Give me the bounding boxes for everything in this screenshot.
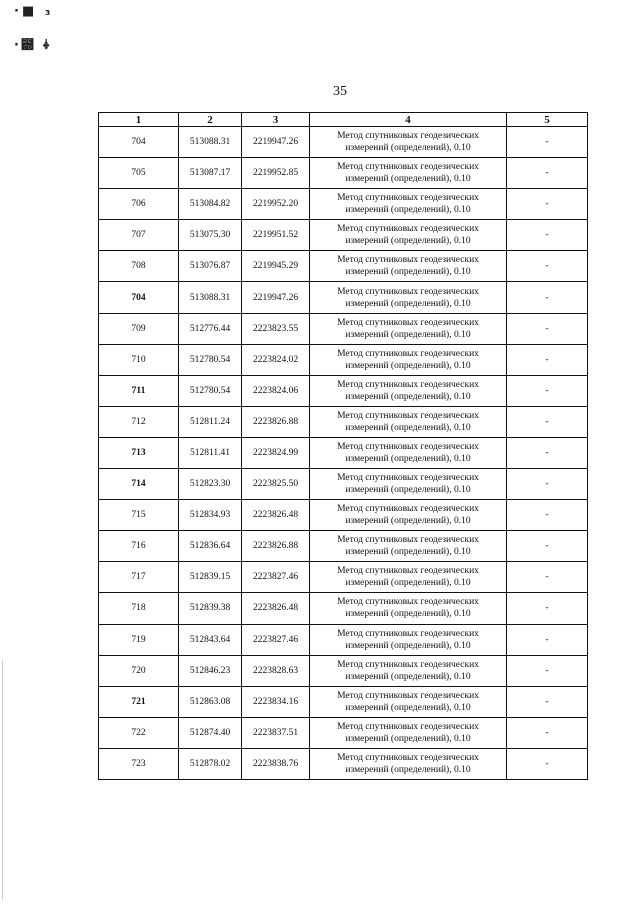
method-line-1: Метод спутниковых геодезических xyxy=(337,721,479,732)
method-line-2: измерений (определений), 0.10 xyxy=(345,671,471,682)
column-5-cell: - xyxy=(507,717,588,748)
table-row xyxy=(99,748,588,779)
x-coordinate-cell: 512874.40 xyxy=(179,717,242,748)
x-coordinate-cell: 512834.93 xyxy=(179,500,242,531)
column-header-3: 3 xyxy=(242,113,310,127)
scan-artifact-mark: ·■ ₃ xyxy=(14,4,54,19)
table-header-row xyxy=(99,113,588,127)
table-row xyxy=(99,375,588,406)
y-coordinate-cell: 2223828.63 xyxy=(242,655,310,686)
method-line-1: Метод спутниковых геодезических xyxy=(337,566,479,577)
method-line-2: измерений (определений), 0.10 xyxy=(345,329,471,340)
x-coordinate-cell: 513088.31 xyxy=(179,282,242,313)
method-line-2: измерений (определений), 0.10 xyxy=(345,236,471,247)
column-5-cell: - xyxy=(507,344,588,375)
column-5-cell: - xyxy=(507,375,588,406)
point-number-cell: 704 xyxy=(99,282,179,313)
method-line-2: измерений (определений), 0.10 xyxy=(345,174,471,185)
x-coordinate-cell: 512811.24 xyxy=(179,406,242,437)
point-number-cell: 707 xyxy=(99,220,179,251)
method-cell xyxy=(310,127,507,158)
method-line-2: измерений (определений), 0.10 xyxy=(345,298,471,309)
method-line-2: измерений (определений), 0.10 xyxy=(345,267,471,278)
method-line-1: Метод спутниковых геодезических xyxy=(337,410,479,421)
x-coordinate-cell: 513075.30 xyxy=(179,220,242,251)
method-line-1: Метод спутниковых геодезических xyxy=(337,348,479,359)
method-cell xyxy=(310,158,507,189)
y-coordinate-cell: 2219952.20 xyxy=(242,189,310,220)
method-line-2: измерений (определений), 0.10 xyxy=(345,516,471,527)
table-row xyxy=(99,655,588,686)
point-number-cell: 710 xyxy=(99,344,179,375)
column-5-cell: - xyxy=(507,593,588,624)
column-5-cell: - xyxy=(507,158,588,189)
column-5-cell: - xyxy=(507,686,588,717)
page-number: 35 xyxy=(333,84,347,99)
point-number-cell: 719 xyxy=(99,624,179,655)
method-line-1: Метод спутниковых геодезических xyxy=(337,752,479,763)
point-number-cell: 721 xyxy=(99,686,179,717)
table-body xyxy=(99,127,588,780)
point-number-cell: 709 xyxy=(99,313,179,344)
column-5-cell: - xyxy=(507,437,588,468)
table-row xyxy=(99,531,588,562)
method-cell xyxy=(310,189,507,220)
column-header-5: 5 xyxy=(507,113,588,127)
method-cell xyxy=(310,686,507,717)
column-5-cell: - xyxy=(507,127,588,158)
y-coordinate-cell: 2219945.29 xyxy=(242,251,310,282)
method-cell xyxy=(310,375,507,406)
method-line-2: измерений (определений), 0.10 xyxy=(345,485,471,496)
method-line-2: измерений (определений), 0.10 xyxy=(345,391,471,402)
point-number-cell: 704 xyxy=(99,127,179,158)
method-cell xyxy=(310,717,507,748)
x-coordinate-cell: 512811.41 xyxy=(179,437,242,468)
method-line-1: Метод спутниковых геодезических xyxy=(337,193,479,204)
column-5-cell: - xyxy=(507,500,588,531)
x-coordinate-cell: 512846.23 xyxy=(179,655,242,686)
table-row xyxy=(99,500,588,531)
table-row xyxy=(99,469,588,500)
method-line-1: Метод спутниковых геодезических xyxy=(337,162,479,173)
method-line-2: измерений (определений), 0.10 xyxy=(345,702,471,713)
point-number-cell: 720 xyxy=(99,655,179,686)
column-header-1: 1 xyxy=(99,113,179,127)
point-number-cell: 711 xyxy=(99,375,179,406)
y-coordinate-cell: 2223827.46 xyxy=(242,624,310,655)
point-number-cell: 722 xyxy=(99,717,179,748)
column-5-cell: - xyxy=(507,189,588,220)
table-row xyxy=(99,127,588,158)
column-5-cell: - xyxy=(507,531,588,562)
method-line-1: Метод спутниковых геодезических xyxy=(337,473,479,484)
y-coordinate-cell: 2219947.26 xyxy=(242,127,310,158)
method-cell xyxy=(310,220,507,251)
table-row xyxy=(99,344,588,375)
method-line-2: измерений (определений), 0.10 xyxy=(345,764,471,775)
column-header-2: 2 xyxy=(179,113,242,127)
column-5-cell: - xyxy=(507,748,588,779)
method-line-1: Метод спутниковых геодезических xyxy=(337,504,479,515)
method-cell xyxy=(310,282,507,313)
method-line-1: Метод спутниковых геодезических xyxy=(337,535,479,546)
y-coordinate-cell: 2223826.48 xyxy=(242,500,310,531)
table-row xyxy=(99,406,588,437)
method-cell xyxy=(310,313,507,344)
method-cell xyxy=(310,469,507,500)
method-line-2: измерений (определений), 0.10 xyxy=(345,453,471,464)
method-cell xyxy=(310,500,507,531)
y-coordinate-cell: 2219952.85 xyxy=(242,158,310,189)
method-line-1: Метод спутниковых геодезических xyxy=(337,628,479,639)
y-coordinate-cell: 2223834.16 xyxy=(242,686,310,717)
method-cell xyxy=(310,655,507,686)
x-coordinate-cell: 512839.15 xyxy=(179,562,242,593)
column-header-4: 4 xyxy=(310,113,507,127)
x-coordinate-cell: 512878.02 xyxy=(179,748,242,779)
method-line-2: измерений (определений), 0.10 xyxy=(345,609,471,620)
method-cell xyxy=(310,531,507,562)
point-number-cell: 717 xyxy=(99,562,179,593)
table-row xyxy=(99,158,588,189)
y-coordinate-cell: 2219951.52 xyxy=(242,220,310,251)
method-line-2: измерений (определений), 0.10 xyxy=(345,143,471,154)
method-line-2: измерений (определений), 0.10 xyxy=(345,422,471,433)
column-5-cell: - xyxy=(507,251,588,282)
x-coordinate-cell: 513084.82 xyxy=(179,189,242,220)
y-coordinate-cell: 2219947.26 xyxy=(242,282,310,313)
method-cell xyxy=(310,562,507,593)
method-line-2: измерений (определений), 0.10 xyxy=(345,578,471,589)
method-line-1: Метод спутниковых геодезических xyxy=(337,597,479,608)
method-cell xyxy=(310,593,507,624)
x-coordinate-cell: 512863.08 xyxy=(179,686,242,717)
point-number-cell: 705 xyxy=(99,158,179,189)
method-line-1: Метод спутниковых геодезических xyxy=(337,441,479,452)
table-row xyxy=(99,624,588,655)
method-line-1: Метод спутниковых геодезических xyxy=(337,317,479,328)
point-number-cell: 708 xyxy=(99,251,179,282)
y-coordinate-cell: 2223824.99 xyxy=(242,437,310,468)
column-5-cell: - xyxy=(507,220,588,251)
x-coordinate-cell: 512823.30 xyxy=(179,469,242,500)
method-line-1: Метод спутниковых геодезических xyxy=(337,690,479,701)
method-cell xyxy=(310,344,507,375)
method-cell xyxy=(310,437,507,468)
table-row xyxy=(99,189,588,220)
point-number-cell: 714 xyxy=(99,469,179,500)
x-coordinate-cell: 512843.64 xyxy=(179,624,242,655)
method-line-2: измерений (определений), 0.10 xyxy=(345,640,471,651)
scan-edge-line xyxy=(2,660,3,900)
column-5-cell: - xyxy=(507,562,588,593)
point-number-cell: 712 xyxy=(99,406,179,437)
y-coordinate-cell: 2223823.55 xyxy=(242,313,310,344)
table-row xyxy=(99,220,588,251)
y-coordinate-cell: 2223838.76 xyxy=(242,748,310,779)
x-coordinate-cell: 512780.54 xyxy=(179,344,242,375)
method-line-1: Метод спутниковых геодезических xyxy=(337,255,479,266)
y-coordinate-cell: 2223826.88 xyxy=(242,531,310,562)
y-coordinate-cell: 2223825.50 xyxy=(242,469,310,500)
table-row xyxy=(99,282,588,313)
scan-artifact-mark: ·⹽ ⸸ xyxy=(14,38,51,53)
method-cell xyxy=(310,251,507,282)
method-line-1: Метод спутниковых геодезических xyxy=(337,131,479,142)
table-row xyxy=(99,562,588,593)
method-line-1: Метод спутниковых геодезических xyxy=(337,379,479,390)
method-line-2: измерений (определений), 0.10 xyxy=(345,547,471,558)
y-coordinate-cell: 2223837.51 xyxy=(242,717,310,748)
column-5-cell: - xyxy=(507,469,588,500)
table-row xyxy=(99,593,588,624)
table-row xyxy=(99,437,588,468)
table-row xyxy=(99,251,588,282)
x-coordinate-cell: 513088.31 xyxy=(179,127,242,158)
column-5-cell: - xyxy=(507,655,588,686)
method-line-2: измерений (определений), 0.10 xyxy=(345,733,471,744)
method-cell xyxy=(310,624,507,655)
method-line-1: Метод спутниковых геодезических xyxy=(337,224,479,235)
method-line-2: измерений (определений), 0.10 xyxy=(345,205,471,216)
y-coordinate-cell: 2223826.48 xyxy=(242,593,310,624)
y-coordinate-cell: 2223824.02 xyxy=(242,344,310,375)
table-row xyxy=(99,313,588,344)
point-number-cell: 718 xyxy=(99,593,179,624)
method-cell xyxy=(310,406,507,437)
x-coordinate-cell: 512780.54 xyxy=(179,375,242,406)
x-coordinate-cell: 513087.17 xyxy=(179,158,242,189)
point-number-cell: 716 xyxy=(99,531,179,562)
column-5-cell: - xyxy=(507,624,588,655)
y-coordinate-cell: 2223826.88 xyxy=(242,406,310,437)
column-5-cell: - xyxy=(507,313,588,344)
y-coordinate-cell: 2223827.46 xyxy=(242,562,310,593)
method-cell xyxy=(310,748,507,779)
table-row xyxy=(99,717,588,748)
point-number-cell: 723 xyxy=(99,748,179,779)
x-coordinate-cell: 513076.87 xyxy=(179,251,242,282)
x-coordinate-cell: 512839.38 xyxy=(179,593,242,624)
table-row xyxy=(99,686,588,717)
point-number-cell: 706 xyxy=(99,189,179,220)
x-coordinate-cell: 512836.64 xyxy=(179,531,242,562)
coordinates-table xyxy=(98,112,588,780)
point-number-cell: 715 xyxy=(99,500,179,531)
x-coordinate-cell: 512776.44 xyxy=(179,313,242,344)
column-5-cell: - xyxy=(507,282,588,313)
method-line-2: измерений (определений), 0.10 xyxy=(345,360,471,371)
y-coordinate-cell: 2223824.06 xyxy=(242,375,310,406)
method-line-1: Метод спутниковых геодезических xyxy=(337,659,479,670)
method-line-1: Метод спутниковых геодезических xyxy=(337,286,479,297)
point-number-cell: 713 xyxy=(99,437,179,468)
column-5-cell: - xyxy=(507,406,588,437)
